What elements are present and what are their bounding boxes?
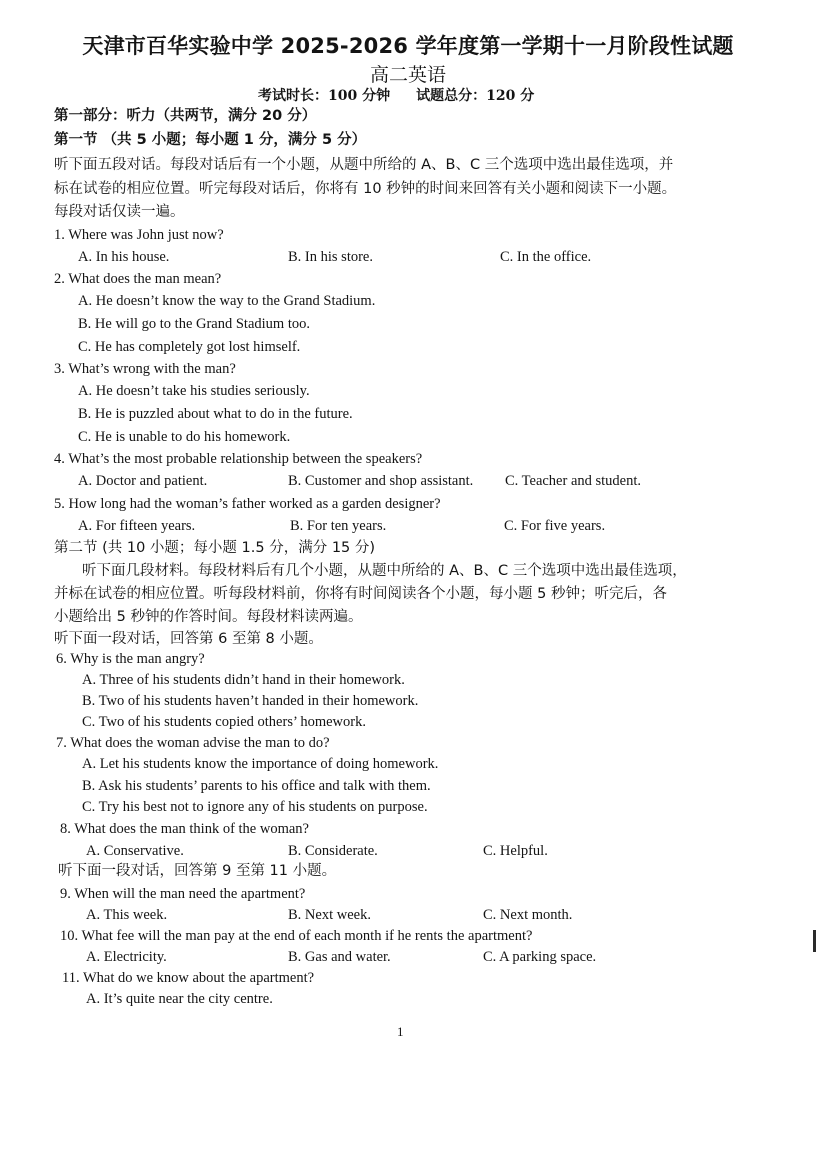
option-a: A. This week. [86, 907, 168, 923]
option-c: C. He is unable to do his homework. [78, 429, 291, 445]
question-stem: 7. What does the woman advise the man to do? [56, 735, 330, 751]
option-a: A. It’s quite near the city centre. [86, 991, 273, 1007]
option-c: C. Next month. [483, 907, 573, 923]
option-a: A. He doesn’t take his studies seriously. [78, 383, 310, 399]
exam-title: 天津市百华实验中学 2025-2026 学年度第一学期十一月阶段性试题 [82, 34, 734, 58]
option-b: B. Gas and water. [288, 949, 391, 965]
option-b: B. He will go to the Grand Stadium too. [78, 316, 310, 332]
option-b: B. Considerate. [288, 843, 378, 859]
question-stem: 10. What fee will the man pay at the end of each month if he rents the apartment? [60, 928, 533, 944]
option-b: B. Customer and shop assistant. [288, 473, 474, 489]
exam-total-score: 试题总分：120 分 [416, 88, 535, 104]
option-c: C. Two of his students copied others’ homework. [82, 714, 366, 730]
option-a: A. In his house. [78, 249, 170, 265]
option-b: B. Ask his students’ parents to his office and talk with them. [82, 778, 431, 794]
exam-subject: 高二英语 [369, 64, 446, 86]
section2-heading: 第二节 (共 10 小题；每小题 1.5 分，满分 15 分) [54, 540, 376, 556]
option-b: B. Two of his students haven’t handed in their homework. [82, 693, 419, 709]
question-stem: 2. What does the man mean? [54, 271, 222, 287]
page-number: 1 [397, 1024, 404, 1039]
option-c: C. Helpful. [483, 843, 548, 859]
section1-instruction-line: 每段对话仅读一遍。 [54, 204, 185, 220]
option-a: A. Doctor and patient. [78, 473, 208, 489]
option-b: B. In his store. [288, 249, 373, 265]
option-c: C. A parking space. [483, 949, 597, 965]
option-c: C. He has completely got lost himself. [78, 339, 301, 355]
option-b: B. He is puzzled about what to do in the future. [78, 406, 353, 422]
question-stem: 9. When will the man need the apartment? [60, 886, 306, 902]
section2-instruction-line: 小题给出 5 秒钟的作答时间。每段材料读两遍。 [54, 609, 363, 625]
question-stem: 5. How long had the woman’s father worked as a garden designer? [54, 496, 441, 512]
section1-instruction-line: 标在试卷的相应位置。听完每段对话后，你将有 10 秒钟的时间来回答有关小题和阅读下一小题。 [54, 181, 677, 197]
option-b: B. For ten years. [290, 518, 387, 534]
section1-instruction-line: 听下面五段对话。每段对话后有一个小题，从题中所给的 A、B、C 三个选项中选出最佳选项，并 [54, 157, 674, 173]
option-c: C. Teacher and student. [505, 473, 642, 489]
question-stem: 6. Why is the man angry? [56, 651, 205, 667]
question-stem: 8. What does the man think of the woman? [60, 821, 309, 837]
dialogue-note: 听下面一段对话，回答第 6 至第 8 小题。 [54, 631, 323, 647]
option-a: A. Three of his students didn’t hand in their homework. [82, 672, 405, 688]
exam-duration: 考试时长：100 分钟 [258, 88, 391, 104]
option-a: A. Conservative. [86, 843, 184, 859]
section1-heading: 第一节 （共 5 小题；每小题 1 分，满分 5 分） [54, 132, 367, 148]
option-a: A. He doesn’t know the way to the Grand Stadium. [78, 293, 376, 309]
question-stem: 1. Where was John just now? [54, 227, 224, 243]
option-b: B. Next week. [288, 907, 371, 923]
option-c: C. In the office. [500, 249, 592, 265]
section2-instruction-line: 并标在试卷的相应位置。听每段材料前，你将有时间阅读各个小题，每小题 5 秒钟；听完后，各 [54, 586, 667, 602]
option-c: C. Try his best not to ignore any of his students on purpose. [82, 799, 428, 815]
section2-instruction-line: 听下面几段材料。每段材料后有几个小题，从题中所给的 A、B、C 三个选项中选出最佳选项， [82, 563, 687, 579]
option-a: A. Let his students know the importance of doing homework. [82, 756, 439, 772]
option-a: A. Electricity. [86, 949, 167, 965]
option-c: C. For five years. [504, 518, 606, 534]
question-stem: 4. What’s the most probable relationship between the speakers? [54, 451, 423, 467]
exam-info [258, 85, 534, 105]
option-a: A. For fifteen years. [78, 518, 196, 534]
question-stem: 3. What’s wrong with the man? [54, 361, 236, 377]
dialogue-note: 听下面一段对话，回答第 9 至第 11 小题。 [58, 863, 337, 879]
part1-heading: 第一部分：听力（共两节，满分 20 分） [54, 108, 317, 124]
question-stem: 11. What do we know about the apartment? [62, 970, 315, 986]
